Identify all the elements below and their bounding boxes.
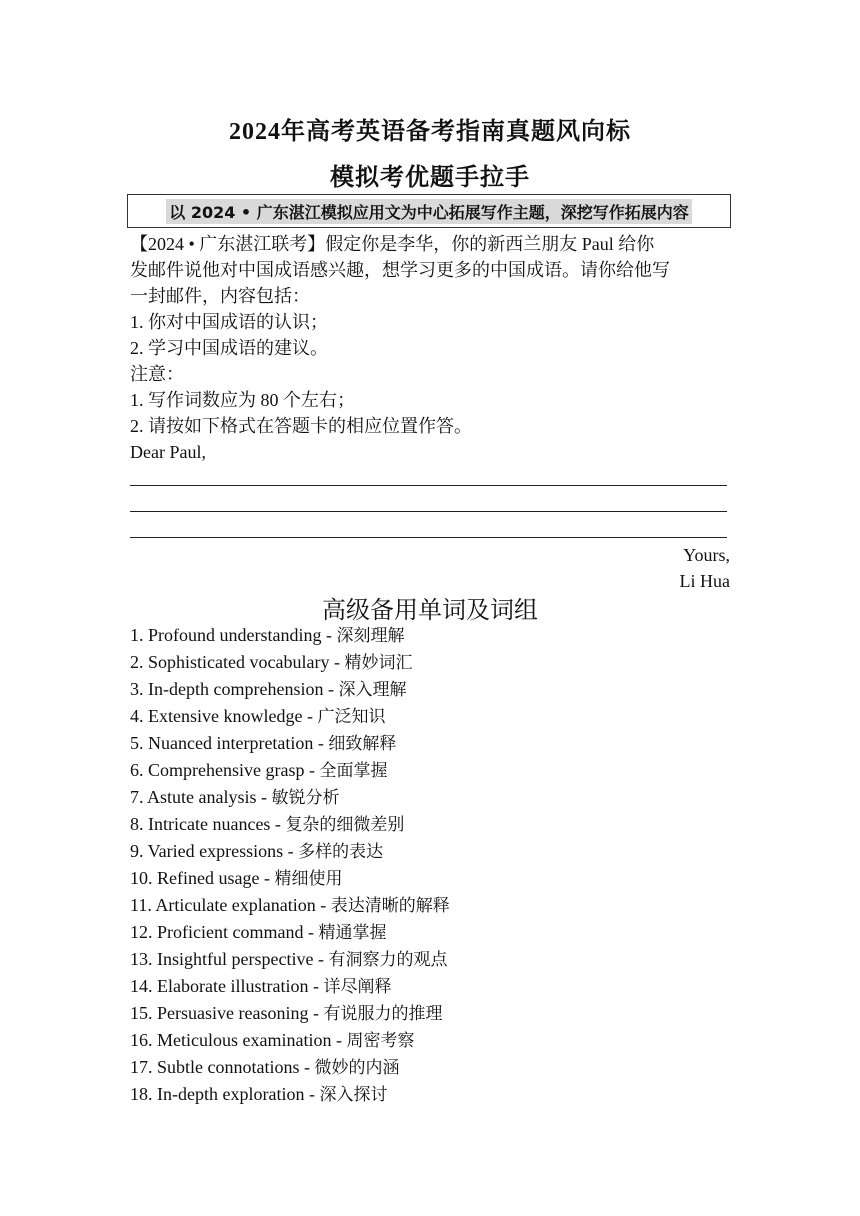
vocabulary-item	[130, 757, 750, 784]
vocabulary-chinese: 微妙的内涵	[314, 1058, 400, 1078]
vocabulary-item	[130, 892, 750, 919]
vocabulary-chinese: 精妙词汇	[344, 653, 413, 673]
vocabulary-chinese: 表达清晰的解释	[330, 896, 450, 916]
vocabulary-english: 3. In-depth comprehension -	[130, 679, 339, 699]
answer-line	[130, 485, 727, 486]
prompt-line: 注意：	[130, 364, 184, 384]
prompt-line: 2. 请按如下格式在答题卡的相应位置作答。	[130, 416, 472, 436]
vocabulary-chinese: 深刻理解	[336, 626, 405, 646]
vocabulary-chinese: 详尽阐释	[323, 977, 392, 997]
banner-text: 以 2024 • 广东湛江模拟应用文为中心拓展写作主题，深挖写作拓展内容	[166, 199, 691, 224]
vocabulary-english: 18. In-depth exploration -	[130, 1084, 320, 1104]
closing: Yours,	[683, 545, 730, 565]
signature: Li Hua	[679, 571, 730, 591]
vocabulary-english: 8. Intricate nuances -	[130, 814, 286, 834]
vocabulary-item	[130, 649, 750, 676]
vocabulary-chinese: 多样的表达	[298, 842, 384, 862]
vocabulary-item	[130, 676, 750, 703]
vocabulary-item	[130, 838, 750, 865]
vocabulary-chinese: 细致解释	[328, 734, 397, 754]
prompt-line: 一封邮件，内容包括：	[130, 286, 310, 306]
vocabulary-english: 14. Elaborate illustration -	[130, 976, 324, 996]
vocabulary-english: 15. Persuasive reasoning -	[130, 1003, 324, 1023]
vocabulary-chinese: 敏锐分析	[271, 788, 340, 808]
vocabulary-chinese: 精通掌握	[318, 923, 387, 943]
vocabulary-english: 4. Extensive knowledge -	[130, 706, 318, 726]
vocabulary-english: 5. Nuanced interpretation -	[130, 733, 329, 753]
vocabulary-english: 2. Sophisticated vocabulary -	[130, 652, 345, 672]
vocabulary-item	[130, 622, 750, 649]
vocabulary-chinese: 广泛知识	[317, 707, 386, 727]
vocabulary-chinese: 复杂的细微差别	[285, 815, 405, 835]
vocabulary-english: 7. Astute analysis -	[130, 787, 272, 807]
vocabulary-chinese: 有说服力的推理	[323, 1004, 443, 1024]
vocabulary-chinese: 周密考察	[346, 1031, 415, 1051]
vocabulary-item	[130, 811, 750, 838]
writing-prompt	[130, 231, 730, 465]
vocabulary-item	[130, 730, 750, 757]
vocabulary-chinese: 有洞察力的观点	[328, 950, 448, 970]
salutation: Dear Paul,	[130, 442, 206, 462]
vocabulary-item	[130, 865, 750, 892]
prompt-line: 【2024 • 广东湛江联考】假定你是李华，你的新西兰朋友 Paul 给你	[130, 234, 655, 254]
page-subtitle: 模拟考优题手拉手	[330, 165, 530, 191]
prompt-line: 发邮件说他对中国成语感兴趣，想学习更多的中国成语。请你给他写	[130, 260, 670, 280]
vocabulary-list	[130, 622, 750, 1108]
prompt-line: 1. 你对中国成语的认识；	[130, 312, 328, 332]
vocabulary-item	[130, 1000, 750, 1027]
vocabulary-english: 17. Subtle connotations -	[130, 1057, 315, 1077]
answer-line	[130, 537, 727, 538]
prompt-line: 1. 写作词数应为 80 个左右；	[130, 390, 355, 410]
prompt-line: 2. 学习中国成语的建议。	[130, 338, 328, 358]
vocabulary-english: 13. Insightful perspective -	[130, 949, 329, 969]
vocabulary-item	[130, 703, 750, 730]
vocabulary-item	[130, 1027, 750, 1054]
vocabulary-item	[130, 946, 750, 973]
vocabulary-english: 1. Profound understanding -	[130, 625, 337, 645]
vocabulary-english: 11. Articulate explanation -	[130, 895, 331, 915]
vocabulary-english: 6. Comprehensive grasp -	[130, 760, 320, 780]
vocabulary-item	[130, 1081, 750, 1108]
vocabulary-item	[130, 784, 750, 811]
vocabulary-item	[130, 973, 750, 1000]
vocabulary-item	[130, 919, 750, 946]
answer-line	[130, 511, 727, 512]
vocabulary-chinese: 深入探讨	[319, 1085, 388, 1105]
vocabulary-english: 10. Refined usage -	[130, 868, 275, 888]
vocabulary-chinese: 全面掌握	[319, 761, 388, 781]
vocabulary-english: 16. Meticulous examination -	[130, 1030, 347, 1050]
vocabulary-english: 9. Varied expressions -	[130, 841, 299, 861]
topic-banner	[127, 194, 731, 228]
vocabulary-item	[130, 1054, 750, 1081]
vocabulary-chinese: 深入理解	[338, 680, 407, 700]
page-title: 2024年高考英语备考指南真题风向标	[229, 119, 631, 145]
vocabulary-chinese: 精细使用	[274, 869, 343, 889]
vocabulary-heading: 高级备用单词及词组	[322, 596, 538, 624]
vocabulary-english: 12. Proficient command -	[130, 922, 319, 942]
